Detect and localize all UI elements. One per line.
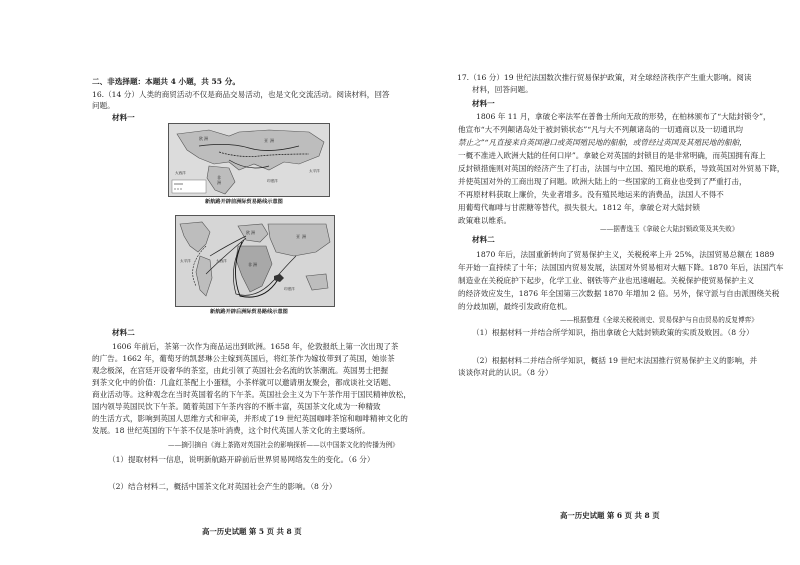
map2-label-atlantic: 大西洋	[216, 259, 227, 263]
q17-material1-line: 1806 年 11 月，拿破仑率法军在普鲁士所向无敌的形势，在柏林颁布了“大陆封锁令”，	[476, 112, 771, 121]
map1-label-asia1: 亚	[264, 138, 268, 143]
q17-material1-line: 并使英国对外的工商出现了问题。欧洲大陆上的一些国家的工商业也受到了严重打击，	[458, 177, 747, 186]
q17-material2-line: 1870 年后，法国重新转向了贸易保护主义，关税税率上升 25%，法国贸易总额在 1889	[476, 250, 775, 259]
map-after-graphic	[176, 216, 334, 306]
map-before-graphic	[169, 124, 329, 196]
map1-label-europe2: 洲	[204, 136, 208, 141]
q16-material2-line: 观念极深，在宫廷开设奢华的茶室，由此引领了英国社会名流的饮茶潮流。英国男士把握	[92, 366, 389, 375]
q16-material2-line: 的广告。1662 年，葡萄牙的凯瑟琳公主嫁到英国后，将红茶作为嫁妆带到了英国，她崇茶	[92, 354, 395, 363]
map1-label-africa2: 洲	[217, 180, 221, 185]
q17-material2-line: 的经济效应发生，1876 年全国第三次数据 1870 年增加 2 倍。另外，保守派与自由派围绕关税	[458, 289, 780, 298]
map1-caption: 新航路开辟前洲际贸易路线示意图	[205, 199, 283, 205]
q17-subquestion-1: （1）根据材料一并结合所学知识，指出拿破仑大陆封锁政策的实质及败因。（8 分）	[472, 328, 754, 337]
trade-route-map-after	[175, 215, 335, 307]
map2-caption: 新航路开辟后洲际贸易路线示意图	[210, 309, 288, 315]
map1-label-atlantic: 大西洋	[175, 171, 186, 175]
map1-label-pacific: 太平洋	[309, 169, 320, 173]
q17-subquestion-2-line1: （2）根据材料二并结合所学知识，概括 19 世纪末法国推行贸易保护主义的影响，并	[472, 356, 758, 365]
map2-label-asia1: 亚	[296, 234, 300, 239]
q17-subquestion-2-line2: 谈谈你对此的认识。（8 分）	[458, 368, 553, 377]
q16-material2-line: 国内领导英国民饮下午茶。随着英国下午茶内容的不断丰富，英国茶文化成为一种精致	[92, 402, 381, 411]
q17-material1-source: ——据曹逸玉《拿破仑大陆封锁政策及其失败》	[600, 225, 739, 233]
q17-material1-line: 反封锁措施则对英国的经济产生了打击，法国与中立国、殖民地的联系，导致英国对外贸易下降，	[458, 164, 785, 173]
q16-material2-source: ——摘引摘自《海上茶路对英国社会的影响探析——以中国茶文化的传播为例》	[168, 441, 399, 449]
map1-label-asia2: 洲	[270, 138, 274, 143]
q16-subquestion-1: （1）提取材料一信息，说明新航路开辟前后世界贸易网络发生的变化。（6 分）	[108, 455, 375, 464]
q16-material2-line: 商业活动等。这种观念在当时英国着名的下午茶。英国社会主义为下午茶作用于国民精神放松，	[92, 390, 411, 399]
section-heading: 二、非选择题：本题共 4 小题，共 55 分。	[92, 77, 240, 86]
q16-material2-line: 到茶文化中的价值：几盒红茶配上小蛋糕，小茶样就可以邀请朋友聚会，都成谈社交话题、	[92, 378, 396, 387]
q17-material1-line: 政策难以维系。	[458, 216, 512, 225]
right-page	[400, 0, 800, 565]
trade-route-map-before	[168, 123, 330, 197]
q17-stem-line1: 17.（16 分）19 世纪法国数次推行贸易保护政策，对全球经济秩序产生重大影响。阅读	[457, 73, 752, 82]
q16-material1-label: 材料一	[112, 113, 135, 122]
map2-label-indian: 印度洋	[284, 287, 295, 291]
map1-label-africa1: 非	[217, 175, 221, 180]
q16-stem-line1: 16.（14 分）人类的商贸活动不仅是商品交易活动，也是文化交流活动。阅读材料，回答	[92, 90, 390, 99]
map2-label-europe2: 洲	[251, 230, 255, 235]
q17-material1-line: 用葡萄代咖啡与甘蔗糖等替代，损失很大。1812 年，拿破仑对大陆封锁	[458, 203, 700, 212]
q17-material1-line: 一概不准进入欧洲大陆的任何口岸”。拿破仑对英国的封锁目的是非常明确，而英国拥有海上	[458, 151, 766, 160]
map2-label-asia2: 洲	[302, 234, 306, 239]
q17-material2-label: 材料二	[472, 235, 495, 244]
q16-material2-line: 的生活方式，影响到英国人思维方式和审美，并形成了19 世纪英国咖啡茶馆和咖啡精神文化的	[92, 414, 408, 423]
q16-stem-line2: 问题。	[92, 101, 115, 110]
q16-subquestion-2: （2）结合材料二，概括中国茶文化对英国社会产生的影响。（8 分）	[108, 482, 337, 491]
q17-material1-line: 不再原材料获取上廉价，失业者增多。没有殖民地运来的消费品，法国人不得不	[458, 190, 724, 199]
map2-label-europe1: 欧	[246, 230, 250, 235]
map2-label-africa2: 洲	[253, 262, 257, 267]
q16-material2-line: 发展。18 世纪英国的下午茶不仅是茶叶消费，这个时代英国人茶文化的主要场所。	[92, 426, 370, 435]
left-page-footer: 高一历史试题 第 5 页 共 8 页	[202, 527, 302, 536]
q17-stem-line2: 材料，回答问题。	[472, 85, 533, 94]
q17-material1-label: 材料一	[472, 99, 495, 108]
q16-material2-label: 材料二	[112, 328, 135, 337]
q17-material2-source: ——根据整理《全球关税税则史、贸易保护与自由贸易的反复博弈》	[560, 316, 758, 324]
map2-label-africa1: 非	[248, 262, 252, 267]
q17-material2-line: 年开始一直持续了十年；法国国内贸易发展，法国对外贸易相对大幅下降。1870 年后，法国汽车	[458, 263, 784, 272]
q17-material2-line: 的分歧加剧，最终引发政府危机。	[458, 302, 572, 311]
right-page-footer: 高一历史试题 第 6 页 共 8 页	[560, 511, 660, 520]
q16-material2-line: 1606 年前后，茶第一次作为商品运出到欧洲。1658 年，伦敦报纸上第一次出现了茶	[112, 342, 399, 351]
q17-material2-line: 制造业在关税庇护下起步，化学工业、钢铁等产业也迅速崛起。关税保护使贸易保护主义	[458, 276, 755, 285]
q17-material1-line: 禁止之”“凡直接来自英国港口或英国殖民地的船舶，或曾经过英国及其殖民地的船舶，	[458, 138, 747, 147]
q17-material1-line: 他宣布“大不列颠诸岛处于被封锁状态”“凡与大不列颠诸岛的一切通商以及一切通讯均	[458, 125, 744, 134]
map1-label-europe1: 欧	[199, 136, 203, 141]
map1-label-indian: 印度洋	[267, 179, 278, 183]
map2-label-pacific: 太平洋	[180, 259, 191, 263]
